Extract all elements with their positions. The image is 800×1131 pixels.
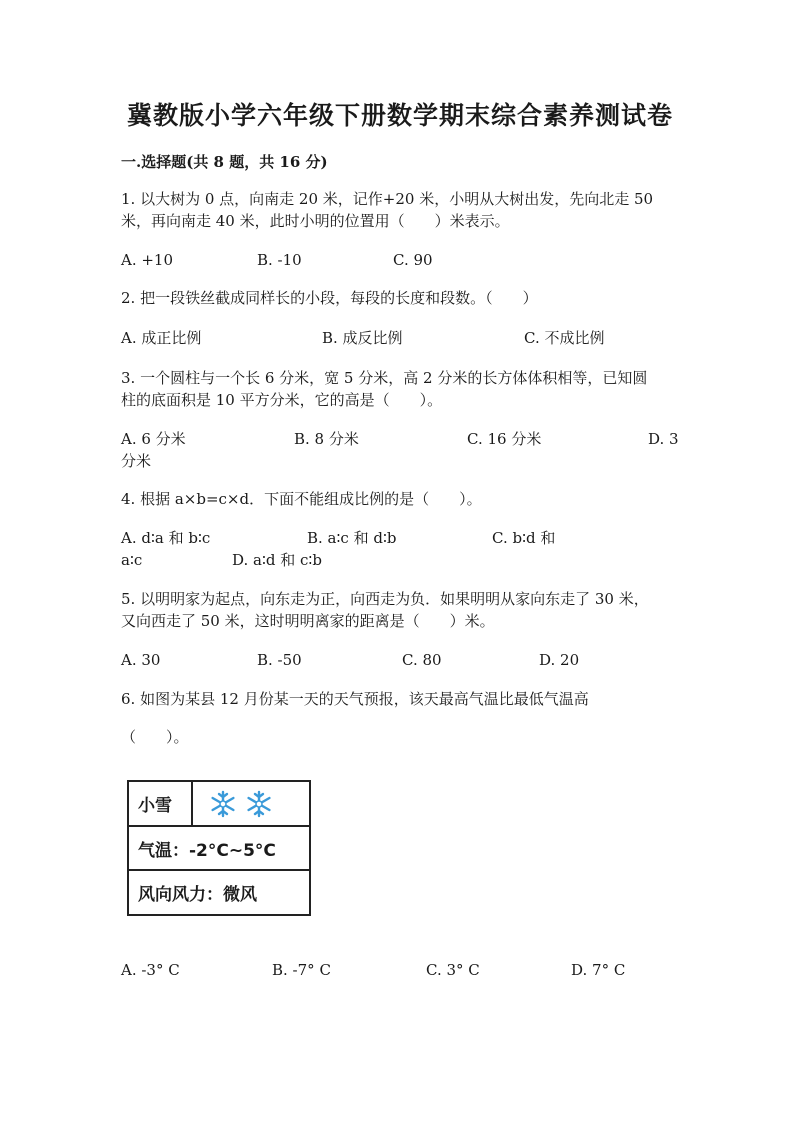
weather-row-temperature xyxy=(129,827,309,871)
question-2-option-a: A. 成正比例 xyxy=(121,329,202,347)
question-3-option-b: B. 8 分米 xyxy=(294,430,359,448)
question-6-line-2: （ ）。 xyxy=(121,728,189,746)
weather-condition-label: 小雪 xyxy=(129,782,193,825)
question-5-option-a: A. 30 xyxy=(121,651,161,669)
question-6-line-1: 6. 如图为某县 12 月份某一天的天气预报，该天最高气温比最低气温高 xyxy=(121,690,589,708)
question-4-option-d: D. a∶d 和 c∶b xyxy=(232,551,322,569)
question-3-line-1: 3. 一个圆柱与一个长 6 分米，宽 5 分米，高 2 分米的长方体体积相等，已知圆 xyxy=(121,369,648,387)
question-4-line-1: 4. 根据 a×b=c×d．下面不能组成比例的是（ ）。 xyxy=(121,490,482,508)
snowflake-icon xyxy=(208,789,238,819)
weather-row-condition xyxy=(129,782,309,827)
question-1-option-c: C. 90 xyxy=(393,251,433,269)
question-4-option-c-wrap: a∶c xyxy=(121,551,143,569)
question-3-option-a: A. 6 分米 xyxy=(121,430,186,448)
question-2-option-b: B. 成反比例 xyxy=(322,329,403,347)
weather-icons xyxy=(193,782,274,825)
question-4-option-c: C. b∶d 和 xyxy=(492,529,556,547)
question-1-line-2: 米，再向南走 40 米，此时小明的位置用（ ）米表示。 xyxy=(121,212,510,230)
section-heading: 一.选择题(共 8 题，共 16 分) xyxy=(121,153,328,171)
question-3-option-c: C. 16 分米 xyxy=(467,430,542,448)
question-5-option-c: C. 80 xyxy=(402,651,442,669)
question-5-line-1: 5. 以明明家为起点，向东走为正，向西走为负．如果明明从家向东走了 30 米， xyxy=(121,590,649,608)
question-6-option-b: B. -7° C xyxy=(272,961,331,979)
question-6-option-a: A. -3° C xyxy=(121,961,180,979)
weather-temperature: 气温：-2°C~5°C xyxy=(138,840,276,861)
question-5-option-d: D. 20 xyxy=(539,651,580,669)
weather-forecast-image xyxy=(127,780,311,916)
question-5-option-b: B. -50 xyxy=(257,651,302,669)
question-6-option-c: C. 3° C xyxy=(426,961,480,979)
question-1-line-1: 1. 以大树为 0 点，向南走 20 米，记作+20 米，小明从大树出发，先向北走 50 xyxy=(121,190,654,208)
weather-wind: 风向风力：微风 xyxy=(138,885,257,905)
weather-frame xyxy=(127,780,311,916)
question-5-line-2: 又向西走了 50 米，这时明明离家的距离是（ ）米。 xyxy=(121,612,495,630)
weather-row-wind xyxy=(129,871,309,914)
question-3-option-d: D. 3 xyxy=(648,430,679,448)
question-2-option-c: C. 不成比例 xyxy=(524,329,605,347)
page-title: 冀教版小学六年级下册数学期末综合素养测试卷 xyxy=(126,101,673,130)
snowflake-icon xyxy=(244,789,274,819)
question-1-option-b: B. -10 xyxy=(257,251,302,269)
question-4-option-b: B. a∶c 和 d∶b xyxy=(307,529,397,547)
question-4-option-a: A. d∶a 和 b∶c xyxy=(121,529,211,547)
question-3-line-2: 柱的底面积是 10 平方分米，它的高是（ ）。 xyxy=(121,391,443,409)
question-6-option-d: D. 7° C xyxy=(571,961,626,979)
question-3-option-d-wrap: 分米 xyxy=(121,452,152,470)
question-2-line-1: 2. 把一段铁丝截成同样长的小段，每段的长度和段数。（ ） xyxy=(121,289,538,307)
question-1-option-a: A. +10 xyxy=(121,251,174,269)
